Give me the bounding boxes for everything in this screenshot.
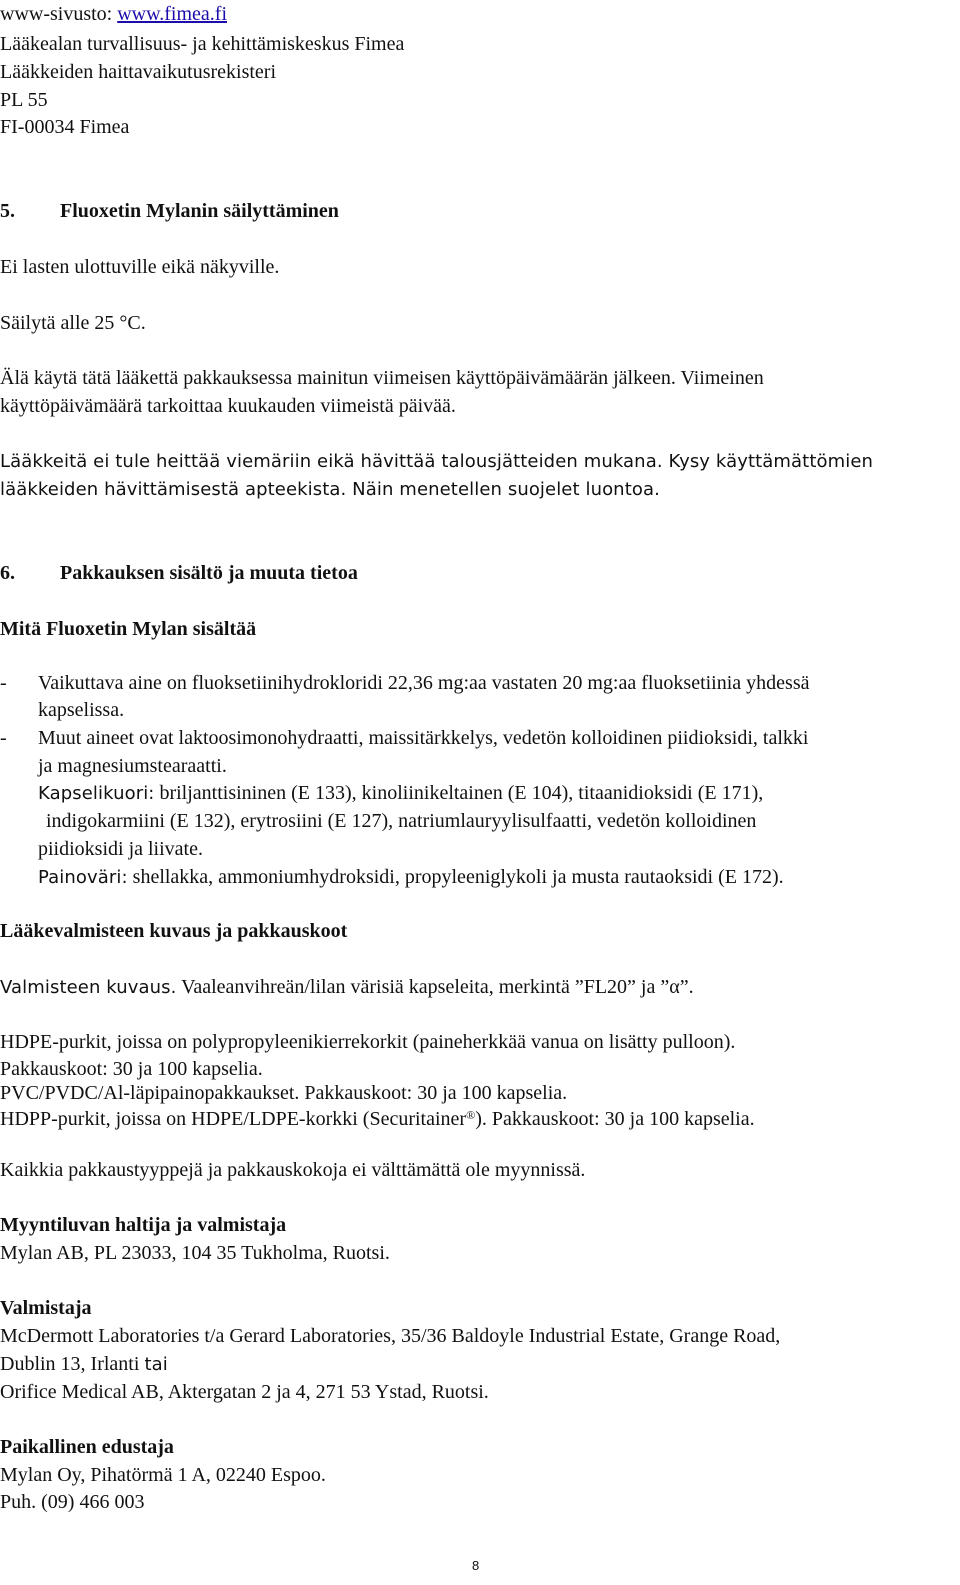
ink-label: Painoväri: xyxy=(38,867,128,888)
capsule-shell-line2: indigokarmiini (E 132), erytrosiini (E 127), natriumlauryylisulfaatti, vedetön kolloidinen xyxy=(46,810,757,832)
website-line xyxy=(0,2,227,26)
website-label: www-sivusto: xyxy=(0,3,118,25)
website-link[interactable]: www.fimea.fi xyxy=(117,3,228,25)
postal-line: FI-00034 Fimea xyxy=(0,116,130,138)
capsule-shell-text: briljanttisininen (E 133), kinoliinikeltainen (E 104), titaanidioksidi (E 171), xyxy=(154,782,764,804)
description-subheading: Lääkevalmisteen kuvaus ja pakkauskoot xyxy=(0,920,348,942)
section5-heading xyxy=(0,199,339,223)
pack-line4-start: HDPP-purkit, joissa on HDPE/LDPE-korkki (Securitainer xyxy=(0,1108,467,1130)
capsule-shell-line1 xyxy=(38,781,763,806)
availability-note: Kaikkia pakkaustyyppejä ja pakkauskokoja ei välttämättä ole myynnissä. xyxy=(0,1159,586,1181)
pack-line3: PVC/PVDC/Al-läpipainopakkaukset. Pakkauskoot: 30 ja 100 kapselia. xyxy=(0,1082,568,1104)
or-word: tai xyxy=(144,1354,168,1375)
contents-subheading: Mitä Fluoxetin Mylan sisältää xyxy=(0,618,257,640)
section5-p4-line1: Lääkkeitä ei tule heittää viemäriin eikä hävittää talousjätteiden mukana. Kysy käyttämättömien xyxy=(0,451,874,472)
bullet-dash: - xyxy=(0,672,7,694)
manufacturer-line2 xyxy=(0,1352,168,1377)
capsule-shell-label: Kapselikuori: xyxy=(38,783,155,804)
holder-address: Mylan AB, PL 23033, 104 35 Tukholma, Ruotsi. xyxy=(0,1242,390,1264)
section6-title: Pakkauksen sisältö ja muuta tietoa xyxy=(60,562,358,584)
po-box-line: PL 55 xyxy=(0,89,48,111)
manufacturer-heading: Valmistaja xyxy=(0,1297,92,1319)
pack-line4-end: ). Pakkauskoot: 30 ja 100 kapselia. xyxy=(475,1108,755,1130)
section6-number: 6. xyxy=(0,562,15,584)
page-number: 8 xyxy=(472,1558,480,1573)
bullet1-line2: kapselissa. xyxy=(38,699,125,721)
ink-text: shellakka, ammoniumhydroksidi, propyleeniglykoli ja musta rautaoksidi (E 172). xyxy=(127,866,784,888)
pack-line2: Pakkauskoot: 30 ja 100 kapselia. xyxy=(0,1058,263,1080)
registered-mark: ® xyxy=(466,1108,476,1122)
manufacturer-line1: McDermott Laboratories t/a Gerard Laboratories, 35/36 Baldoyle Industrial Estate, Grange Road, xyxy=(0,1325,781,1347)
local-rep-address: Mylan Oy, Pihatörmä 1 A, 02240 Espoo. xyxy=(0,1464,326,1486)
manufacturer-city: Dublin 13, Irlanti xyxy=(0,1353,145,1375)
bullet2-line1: Muut aineet ovat laktoosimonohydraatti, maissitärkkelys, vedetön kolloidinen piidioksidi, talkki xyxy=(38,727,809,749)
description-text: Vaaleanvihreän/lilan värisiä kapseleita, merkintä ”FL20” ja ”α”. xyxy=(176,976,694,998)
local-rep-phone: Puh. (09) 466 003 xyxy=(0,1491,145,1513)
registry-line: Lääkkeiden haittavaikutusrekisteri xyxy=(0,61,277,83)
holder-heading: Myyntiluvan haltija ja valmistaja xyxy=(0,1214,287,1236)
bullet-dash: - xyxy=(0,727,7,749)
section5-title: Fluoxetin Mylanin säilyttäminen xyxy=(60,200,339,222)
org-line: Lääkealan turvallisuus- ja kehittämiskeskus Fimea xyxy=(0,33,405,55)
section5-p2: Säilytä alle 25 °C. xyxy=(0,312,146,334)
pack-line4 xyxy=(0,1107,755,1131)
pack-line1: HDPE-purkit, joissa on polypropyleenikierrekorkit (paineherkkää vanua on lisätty pulloon). xyxy=(0,1031,736,1053)
ink-line xyxy=(38,865,784,890)
section6-heading xyxy=(0,561,358,585)
section5-number: 5. xyxy=(0,200,15,222)
bullet1-line1: Vaikuttava aine on fluoksetiinihydrokloridi 22,36 mg:aa vastaten 20 mg:aa fluoksetiinia yhdessä xyxy=(38,672,810,694)
section5-p3-line1: Älä käytä tätä lääkettä pakkauksessa mainitun viimeisen käyttöpäivämäärän jälkeen. Viimeinen xyxy=(0,367,764,389)
section5-p4-line2: lääkkeiden hävittämisestä apteekista. Näin menetellen suojelet luontoa. xyxy=(0,479,660,500)
section5-p1: Ei lasten ulottuville eikä näkyville. xyxy=(0,256,280,278)
section5-p3-line2: käyttöpäivämäärä tarkoittaa kuukauden viimeistä päivää. xyxy=(0,395,456,417)
bullet2-line2: ja magnesiumstearaatti. xyxy=(38,755,227,777)
description-line xyxy=(0,975,694,1000)
capsule-shell-line3: piidioksidi ja liivate. xyxy=(38,838,203,860)
manufacturer-line3: Orifice Medical AB, Aktergatan 2 ja 4, 271 53 Ystad, Ruotsi. xyxy=(0,1381,489,1403)
description-label: Valmisteen kuvaus. xyxy=(0,977,177,998)
local-rep-heading: Paikallinen edustaja xyxy=(0,1436,174,1458)
